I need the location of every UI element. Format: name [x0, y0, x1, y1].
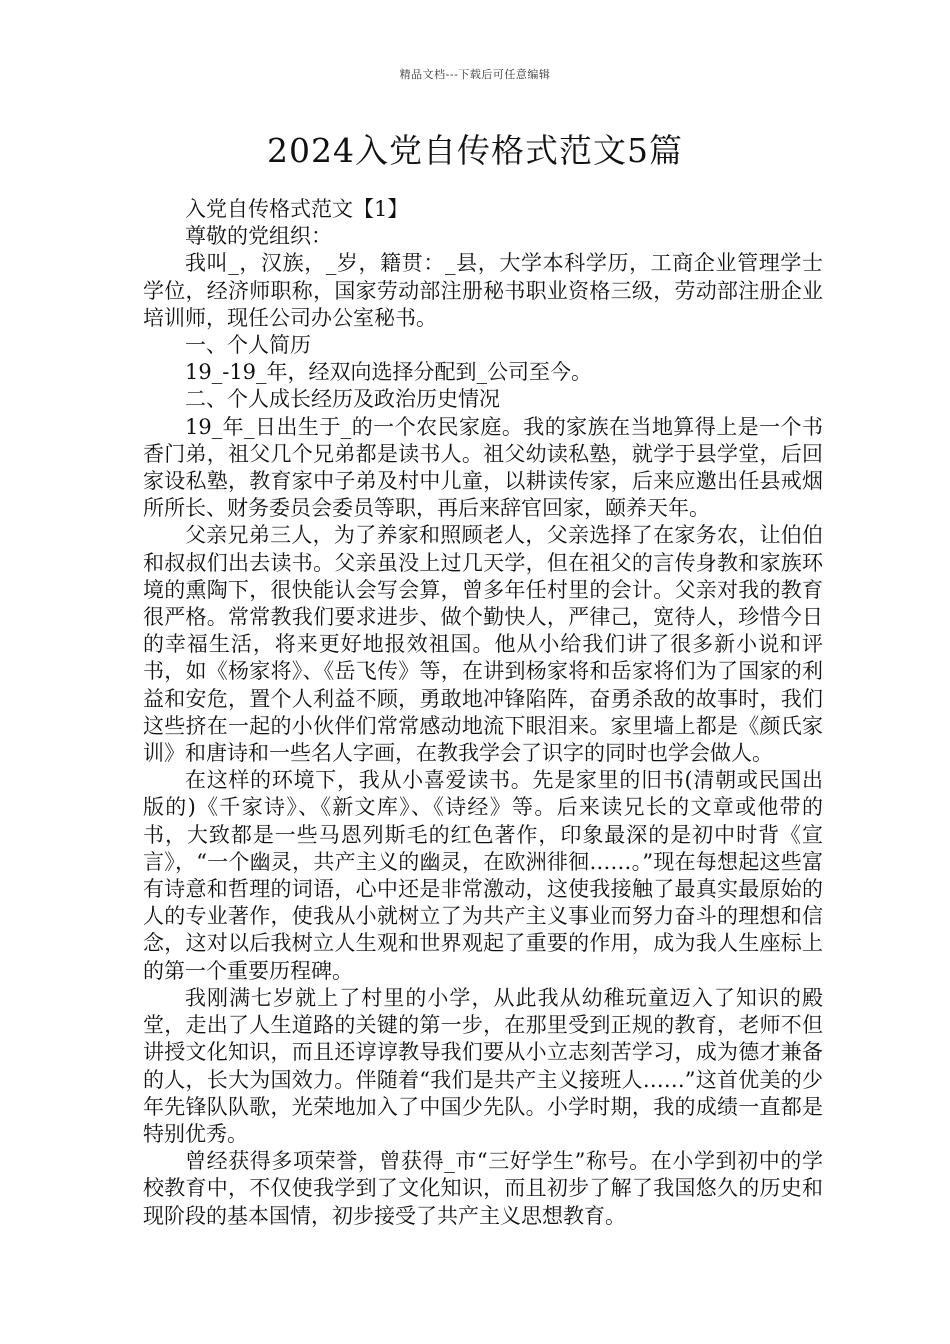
salutation: 尊敬的党组织： [185, 224, 332, 249]
paragraph: 19_-19_年，经双向选择分配到_公司至今。 [185, 360, 593, 385]
paragraph: 我刚满七岁就上了村里的小学，从此我从幼稚玩童迈入了知识的殿堂，走出了人生道路的关键的第一步，在那里受到正规的教育，老师不但讲授文化知识，而且还谆谆教导我们要从小立志刻苦学习，成为德才兼备的人，长大为国效力。伴随着“我们是共产主义接班人……”这首优美的少年先锋队队歌，光荣地加入了中国少先队。小学时期，我的成绩一直都是特别优秀。 [143, 985, 823, 1146]
paragraph: 曾经获得多项荣誉，曾获得_市“三好学生”称号。在小学到初中的学校教育中，不仅使我学到了文化知识，而且初步了解了我国悠久的历史和现阶段的基本国情，初步接受了共产主义思想教育。 [143, 1149, 823, 1228]
section-heading: 一、个人简历 [185, 333, 311, 358]
document-title: 2024入党自传格式范文5篇 [267, 131, 683, 170]
document-body [143, 196, 823, 1230]
paragraph: 在这样的环境下，我从小喜爱读书。先是家里的旧书(清朝或民国出版的)《千家诗》、《新文库》、《诗经》等。后来读兄长的文章或他带的书，大致都是一些马恩列斯毛的红色著作，印象最深的是初中时背《宣言》，“一个幽灵，共产主义的幽灵，在欧洲徘徊……。”现在每想起这些富有诗意和哲理的词语，心中还是非常激动，这使我接触了最真实最原始的人的专业著作，使我从小就树立了为共产主义事业而努力奋斗的理想和信念，这对以后我树立人生观和世界观起了重要的作用，成为我人生座标上的第一个重要历程碑。 [143, 768, 823, 983]
paragraph: 我叫_，汉族，_岁，籍贯：_县，大学本科学历，工商企业管理学士学位，经济师职称，国家劳动部注册秘书职业资格三级，劳动部注册企业培训师，现任公司办公室秘书。 [143, 251, 823, 330]
header-note: 精品文档---下载后可任意编辑 [399, 68, 551, 81]
paragraph: 19_年_日出生于_的一个农民家庭。我的家族在当地算得上是一个书香门弟，祖父几个兄弟都是读书人。祖父幼读私塾，就学于县学堂，后回家设私塾，教育家中子弟及村中儿童，以耕读传家，后来应邀出任县戒烟所所长、财务委员会委员等职，再后来辞官回家，颐养天年。 [143, 414, 823, 521]
paragraph: 父亲兄弟三人，为了养家和照顾老人，父亲选择了在家务农，让伯伯和叔叔们出去读书。父亲虽没上过几天学，但在祖父的言传身教和家族环境的熏陶下，很快能认会写会算，曾多年任村里的会计。父亲对我的教育很严格。常常教我们要求进步、做个勤快人，严律己，宽待人，珍惜今日的幸福生活，将来更好地报效祖国。他从小给我们讲了很多新小说和评书，如《杨家将》、《岳飞传》等，在讲到杨家将和岳家将们为了国家的利益和安危，置个人利益不顾，勇敢地冲锋陷阵，奋勇杀敌的故事时，我们这些挤在一起的小伙伴们常常感动地流下眼泪来。家里墙上都是《颜氏家训》和唐诗和一些名人字画，在教我学会了识字的同时也学会做人。 [143, 523, 823, 766]
section-heading: 入党自传格式范文【1】 [185, 197, 409, 221]
section-heading: 二、个人成长经历及政治历史情况 [185, 387, 500, 412]
